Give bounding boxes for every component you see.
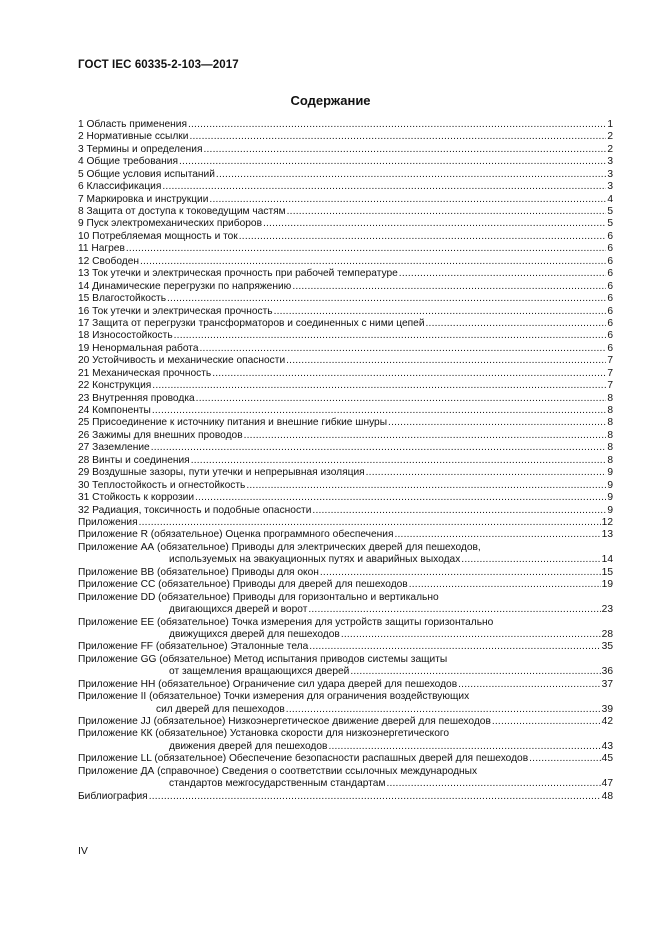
toc-entry-title: 30 Теплостойкость и огнестойкость — [78, 479, 246, 491]
toc-entry[interactable] — [78, 604, 613, 616]
toc-entry-continuation: движения дверей для пешеходов — [169, 740, 328, 752]
dot-leader — [309, 641, 600, 653]
toc-entry-page: 4 — [607, 193, 613, 205]
toc-entry-page: 47 — [601, 778, 613, 790]
toc-entry-title: 20 Устойчивость и механические опасности — [78, 355, 286, 367]
toc-entry-page: 42 — [601, 715, 613, 727]
toc-entry[interactable] — [78, 641, 613, 653]
dot-leader — [366, 467, 607, 479]
toc-entry[interactable] — [78, 181, 613, 193]
toc-entry-page: 9 — [607, 467, 613, 479]
toc-entry-title: 26 Зажимы для внешних проводов — [78, 429, 243, 441]
dot-leader — [140, 256, 606, 268]
toc-entry-continuation: движущихся дверей для пешеходов — [169, 628, 340, 640]
toc-entry-title: 6 Классификация — [78, 181, 162, 193]
toc-entry-title: Приложение II (обязательное) Точки измерения для ограничения воздействующих — [78, 691, 470, 703]
toc-entry-page: 6 — [607, 280, 613, 292]
toc-entry-page: 6 — [607, 330, 613, 342]
toc-entry-title: 10 Потребляемая мощность и ток — [78, 230, 238, 242]
toc-entry-title: 29 Воздушные зазоры, пути утечки и непрерывная изоляция — [78, 467, 365, 479]
toc-entry[interactable] — [78, 554, 613, 566]
toc-entry-continuation: стандартов межгосударственным стандартам — [169, 778, 386, 790]
toc-entry[interactable] — [78, 330, 613, 342]
dot-leader — [188, 119, 606, 131]
toc-entry-page: 5 — [607, 218, 613, 230]
toc-entry[interactable] — [78, 268, 613, 280]
toc-entry[interactable] — [78, 679, 613, 691]
toc-entry-title: 18 Износостойкость — [78, 330, 173, 342]
toc-entry[interactable] — [78, 629, 613, 641]
dot-leader — [388, 417, 606, 429]
toc-entry-title: 1 Область применения — [78, 118, 187, 130]
toc-entry-title: Приложение ДА (справочное) Сведения о соответствии ссылочных международных — [78, 765, 478, 777]
toc-entry-page: 6 — [607, 317, 613, 329]
toc-entry-title: 28 Винты и соединения — [78, 454, 190, 466]
toc-entry-title: Приложение FF (обязательное) Эталонные тела — [78, 641, 309, 653]
dot-leader — [286, 704, 601, 716]
toc-entry[interactable] — [78, 243, 613, 255]
dot-leader — [246, 480, 606, 492]
toc-entry[interactable] — [78, 131, 613, 143]
toc-entry[interactable] — [78, 430, 613, 442]
toc-entry-title: Приложение АА (обязательное) Приводы для электрических дверей для пешеходов, — [78, 541, 481, 553]
toc-entry[interactable] — [78, 579, 613, 591]
toc-entry-title: 3 Термины и определения — [78, 143, 203, 155]
toc-entry[interactable] — [78, 704, 613, 716]
toc-entry[interactable] — [78, 219, 613, 231]
toc-entry-title: 14 Динамические перегрузки по напряжению — [78, 280, 292, 292]
toc-entry-page: 45 — [601, 753, 613, 765]
toc-entry-title: 9 Пуск электромеханических приборов — [78, 218, 262, 230]
dot-leader — [152, 380, 606, 392]
toc-entry[interactable] — [78, 666, 613, 678]
toc-entry-title: Приложение СС (обязательное) Приводы для дверей для пешеходов — [78, 579, 408, 591]
toc-entry[interactable] — [78, 778, 613, 790]
toc-entry-title: Приложение ВВ (обязательное) Приводы для окон — [78, 566, 319, 578]
toc-entry-page: 8 — [607, 442, 613, 454]
dot-leader — [286, 355, 606, 367]
toc-entry-page: 7 — [607, 380, 613, 392]
toc-entry[interactable] — [78, 318, 613, 330]
toc-entry-title: 31 Стойкость к коррозии — [78, 492, 195, 504]
toc-entry[interactable] — [78, 567, 613, 579]
toc-entry[interactable] — [78, 492, 613, 504]
toc-entry-page: 3 — [607, 181, 613, 193]
toc-entry-title: 12 Свободен — [78, 255, 139, 267]
dot-leader — [195, 492, 606, 504]
toc-entry[interactable] — [78, 380, 613, 392]
toc-entry-title: 13 Ток утечки и электрическая прочность при рабочей температуре — [78, 268, 398, 280]
dot-leader — [328, 741, 600, 753]
dot-leader — [312, 505, 606, 517]
toc-entry-page: 6 — [607, 268, 613, 280]
toc-entry-page: 6 — [607, 255, 613, 267]
dot-leader — [200, 343, 607, 355]
toc-entry[interactable] — [78, 306, 613, 318]
dot-leader — [196, 393, 607, 405]
toc-entry-page: 43 — [601, 740, 613, 752]
toc-entry-page: 2 — [607, 131, 613, 143]
toc-entry-page: 6 — [607, 230, 613, 242]
toc-entry-page: 48 — [601, 790, 613, 802]
toc-entry-page: 3 — [607, 168, 613, 180]
toc-entry[interactable] — [78, 144, 613, 156]
page-title: Содержание — [290, 93, 371, 108]
dot-leader — [152, 405, 606, 417]
toc-entry[interactable] — [78, 505, 613, 517]
dot-leader — [350, 666, 600, 678]
toc-entry-title: 5 Общие условия испытаний — [78, 168, 215, 180]
toc-entry-page: 8 — [607, 392, 613, 404]
dot-leader — [244, 430, 607, 442]
toc-entry-title: 17 Защита от перегрузки трансформаторов и соединенных с ними цепей — [78, 317, 425, 329]
toc-entry-title: 4 Общие требования — [78, 156, 179, 168]
toc-entry-title: Приложение ЕЕ (обязательное) Точка измерения для устройств защиты горизонтально — [78, 616, 494, 628]
toc-entry-page: 12 — [601, 516, 613, 528]
toc-entry[interactable] — [78, 480, 613, 492]
toc-entry[interactable] — [78, 418, 613, 430]
toc-entry-page: 3 — [607, 156, 613, 168]
toc-entry-page: 7 — [607, 355, 613, 367]
toc-entry[interactable] — [78, 156, 613, 168]
toc-entry-page: 6 — [607, 243, 613, 255]
toc-entry-title: Приложение JJ (обязательное) Низкоэнергетическое движение дверей для пешеходов — [78, 715, 491, 727]
toc-entry-title: 2 Нормативные ссылки — [78, 131, 189, 143]
toc-entry-title: Библиография — [78, 790, 148, 802]
toc-entry[interactable] — [78, 206, 613, 218]
dot-leader — [174, 330, 607, 342]
dot-leader — [151, 442, 607, 454]
dot-leader — [209, 194, 606, 206]
dot-leader — [191, 455, 607, 467]
toc-entry-title: 25 Присоединение к источнику питания и внешние гибкие шнуры — [78, 417, 388, 429]
dot-leader — [239, 231, 607, 243]
dot-leader — [287, 206, 607, 218]
dot-leader — [189, 131, 606, 143]
toc-entry[interactable] — [78, 293, 613, 305]
dot-leader — [409, 579, 601, 591]
toc-entry[interactable] — [78, 442, 613, 454]
dot-leader — [203, 144, 606, 156]
toc-entry-page: 35 — [601, 641, 613, 653]
toc-entry-page: 28 — [601, 628, 613, 640]
toc-entry-page: 19 — [601, 579, 613, 591]
toc-entry-page: 8 — [607, 429, 613, 441]
dot-leader — [126, 243, 606, 255]
toc-entry-title: Приложение DD (обязательное) Приводы для горизонтально и вертикально — [78, 591, 439, 603]
toc-entry-page: 8 — [607, 405, 613, 417]
toc-entry[interactable] — [78, 368, 613, 380]
toc-entry[interactable] — [78, 281, 613, 293]
dot-leader — [139, 517, 601, 529]
toc-entry-page: 1 — [607, 118, 613, 130]
toc-entry-page: 9 — [607, 479, 613, 491]
toc-entry[interactable] — [78, 256, 613, 268]
toc-entry-title: 24 Компоненты — [78, 405, 151, 417]
toc-entry-continuation: используемых на эвакуационных путях и аварийных выходах — [169, 554, 461, 566]
toc-entry-title: 8 Защита от доступа к токоведущим частям — [78, 206, 286, 218]
toc-entry-title: 15 Влагостойкость — [78, 293, 167, 305]
dot-leader — [263, 218, 606, 230]
dot-leader — [399, 268, 607, 280]
toc-entry-title: Приложение НН (обязательное) Ограничение сил удара дверей для пешеходов — [78, 678, 458, 690]
toc-entry-title: 16 Ток утечки и электрическая прочность — [78, 305, 273, 317]
toc-entry[interactable] — [78, 517, 613, 529]
dot-leader — [386, 778, 600, 790]
toc-entry-page: 13 — [601, 529, 613, 541]
toc-entry-page: 6 — [607, 342, 613, 354]
toc-entry-title: 32 Радиация, токсичность и подобные опасности — [78, 504, 312, 516]
toc-entry-page: 15 — [601, 566, 613, 578]
toc-entry-continuation: двигающихся дверей и ворот — [169, 604, 308, 616]
dot-leader — [149, 791, 601, 803]
toc-entry-title: 22 Конструкция — [78, 380, 152, 392]
toc-entry-title: 11 Нагрев — [78, 243, 125, 255]
dot-leader — [394, 529, 600, 541]
toc-entry-title: 27 Заземление — [78, 442, 150, 454]
toc-entry[interactable] — [78, 343, 613, 355]
toc-entry[interactable] — [78, 791, 613, 803]
dot-leader — [529, 753, 601, 765]
toc-entry[interactable] — [78, 393, 613, 405]
toc-entry-title: 23 Внутренняя проводка — [78, 392, 195, 404]
dot-leader — [492, 716, 601, 728]
toc-entry-title: Приложение R (обязательное) Оценка программного обеспечения — [78, 529, 394, 541]
toc-entry[interactable] — [78, 355, 613, 367]
dot-leader — [308, 604, 600, 616]
dot-leader — [426, 318, 607, 330]
toc-entry-title: Приложение LL (обязательное) Обеспечение безопасности распашных дверей для пешеходов — [78, 753, 529, 765]
dot-leader — [320, 567, 601, 579]
toc-entry-page: 2 — [607, 143, 613, 155]
toc-entry-page: 8 — [607, 417, 613, 429]
toc-entry[interactable] — [78, 231, 613, 243]
dot-leader — [461, 554, 600, 566]
toc-entry[interactable] — [78, 119, 613, 131]
toc-entry-continuation: от защемления вращающихся дверей — [169, 666, 350, 678]
toc-entry-page: 36 — [601, 666, 613, 678]
toc-entry-page: 23 — [601, 604, 613, 616]
page-number: IV — [78, 845, 88, 857]
dot-leader — [167, 293, 606, 305]
toc-entry-page: 6 — [607, 305, 613, 317]
toc-entry[interactable] — [78, 529, 613, 541]
dot-leader — [274, 306, 607, 318]
toc-entry[interactable] — [78, 467, 613, 479]
toc-entry-page: 39 — [601, 703, 613, 715]
toc-entry[interactable] — [78, 194, 613, 206]
toc-entry[interactable] — [78, 169, 613, 181]
toc-entry-title: 21 Механическая прочность — [78, 367, 212, 379]
toc-entry[interactable] — [78, 716, 613, 728]
dot-leader — [162, 181, 606, 193]
dot-leader — [458, 679, 601, 691]
toc-entry-page: 8 — [607, 454, 613, 466]
document-header: ГОСТ IEC 60335-2-103—2017 — [78, 59, 239, 71]
toc-entry-page: 5 — [607, 206, 613, 218]
dot-leader — [216, 169, 606, 181]
toc-entry-page: 9 — [607, 504, 613, 516]
table-of-contents — [78, 119, 613, 803]
toc-entry-page: 7 — [607, 367, 613, 379]
dot-leader — [341, 629, 601, 641]
toc-entry-title: Приложение GG (обязательное) Метод испытания приводов системы защиты — [78, 653, 448, 665]
toc-entry[interactable] — [78, 405, 613, 417]
toc-entry[interactable] — [78, 455, 613, 467]
toc-entry-continuation: сил дверей для пешеходов — [156, 703, 285, 715]
toc-entry[interactable] — [78, 741, 613, 753]
toc-entry-page: 14 — [601, 554, 613, 566]
toc-entry[interactable] — [78, 753, 613, 765]
toc-entry-title: 19 Ненормальная работа — [78, 342, 199, 354]
toc-entry-title: 7 Маркировка и инструкции — [78, 193, 209, 205]
toc-entry-title: Приложения — [78, 516, 138, 528]
dot-leader — [212, 368, 606, 380]
dot-leader — [292, 281, 606, 293]
toc-entry-page: 6 — [607, 293, 613, 305]
toc-entry-page: 9 — [607, 492, 613, 504]
dot-leader — [179, 156, 606, 168]
toc-entry-title: Приложение КК (обязательное) Установка скорости для низкоэнергетического — [78, 728, 450, 740]
toc-entry-page: 37 — [601, 678, 613, 690]
